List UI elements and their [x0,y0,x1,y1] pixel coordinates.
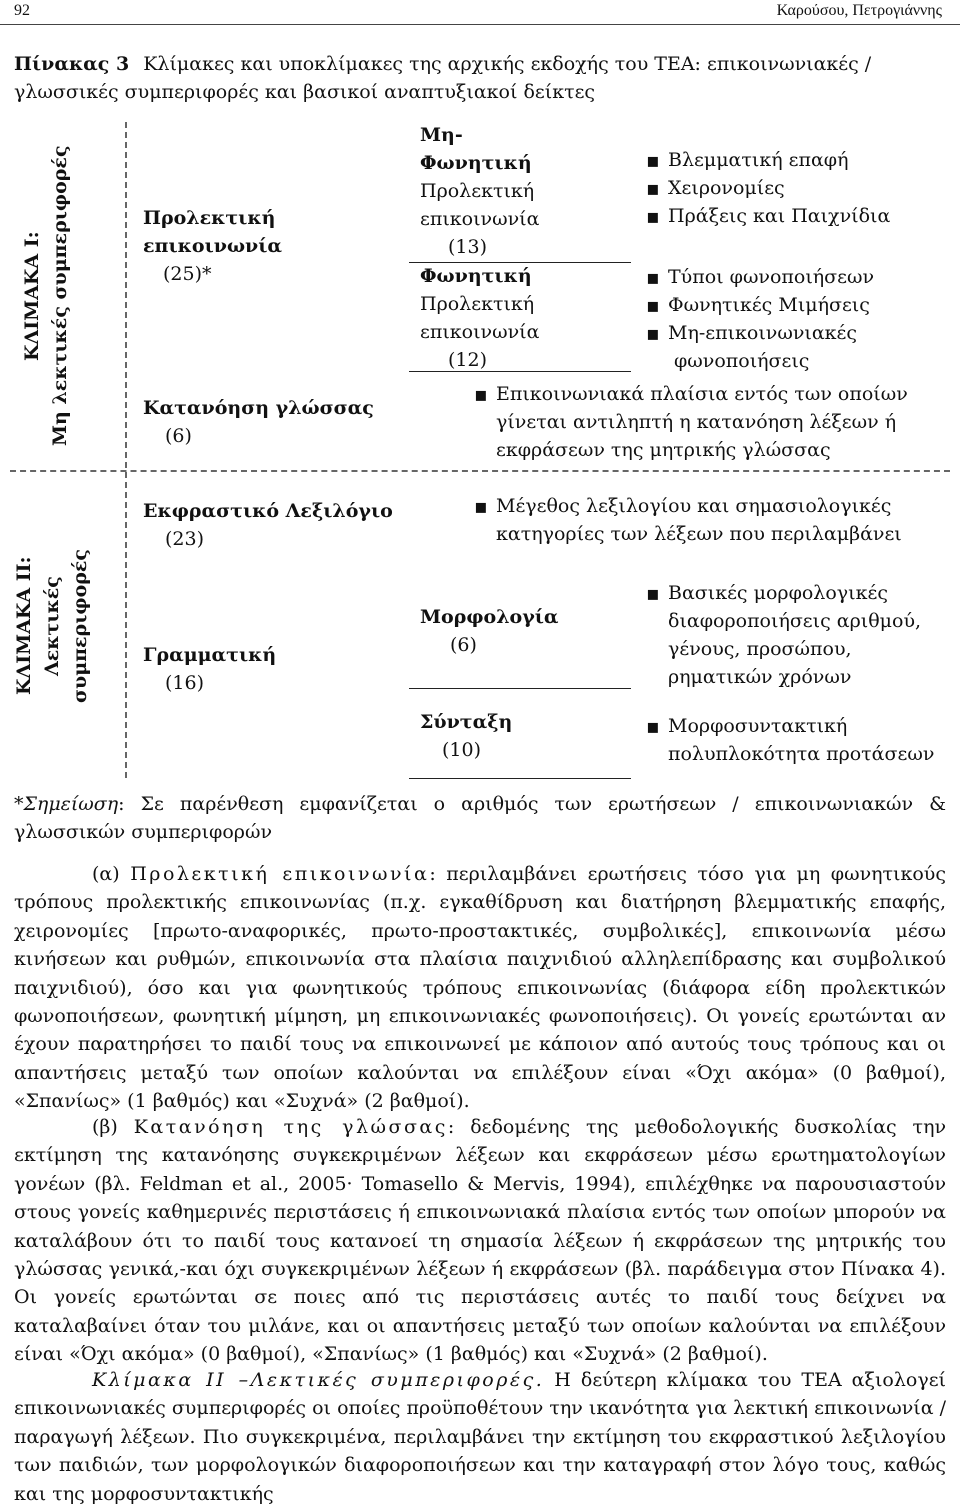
indicators-vocal-cont: φωνοποιήσεις [674,350,810,372]
paragraph-c-term: Κλίμακα ΙΙ –Λεκτικές συμπεριφορές. [92,1369,545,1391]
scale-2-title: ΚΛΙΜΑΚΑ ΙΙ: [13,556,35,696]
table-caption [14,50,944,106]
paragraph-c-text: Η δεύτερη κλίμακα του ΤΕΑ αξιολογεί επικοινωνιακές συμπεριφορές οι οποίες προϋποθέτουν την ικανότητα για λεκτική επικοινωνία / παραγωγή λέξεων. Πιο συγκεκριμένα, περιλαμβάνει την εκτίμηση του εκφραστικού λεξιλογίου των παιδιών, των μορφολογικών διαφοροποιήσεων και την καταγραφή στον λόγο τους, καθώς και της μορφοσυντακτικής [14,1369,946,1505]
subscale-vocabulary-count: (23) [165,528,205,550]
paragraph-a [14,860,946,1116]
subscale-grammar-name: Γραμματική [143,644,277,666]
ind4a-l3: γένους, προσώπου, [668,638,852,660]
subsub-nonvocal [420,121,539,261]
authors: Καρούσου, Πετρογιάννης [776,2,942,19]
list-item: ▪ Βλεμματική επαφή [646,146,890,174]
list-item: ▪ Χειρονομίες [646,174,890,202]
indicators-comprehension [474,380,908,464]
note-label: *Σημείωση [14,793,119,815]
ind2-l1: Επικοινωνιακά πλαίσια εντός των οποίων [496,383,908,405]
subscale-comprehension-name: Κατανόηση γλώσσας [143,397,374,419]
list-item [474,492,902,548]
table-bottom-rule [409,778,631,779]
subsub-nonvocal-count: (13) [448,236,488,258]
ind4a-l2: διαφοροποιήσεις αριθμού, [668,610,922,632]
subsub-vocal-l3: επικοινωνία [420,321,540,343]
ind2-l2: γίνεται αντιληπτή η κατανόηση λέξεων ή [496,411,897,433]
table-caption-text: Κλίμακες και υποκλίμακες της αρχικής εκδοχής του ΤΕΑ: επικοινωνιακές / γλωσσικές συμπεριφορές και βασικοί αναπτυξιακοί δείκτες [14,53,872,103]
ind2-l3: εκφράσεων της μητρικής γλώσσας [496,439,831,461]
paragraph-b-term: Κατανόηση της γλώσσας [133,1116,448,1138]
ind4b-l2: πολυπλοκότητα προτάσεων [668,743,935,765]
subsub-syntax-name: Σύνταξη [420,711,513,733]
paragraph-a-label: (α) [92,863,131,885]
subscale-vocabulary-name: Εκφραστικό Λεξιλόγιο [143,500,393,522]
list-item: ▪ Μη-επικοινωνιακές [646,319,874,347]
scale-2-subtitle-1: Λεκτικές [41,576,63,676]
indicators-vocabulary [474,492,902,548]
scale-1-title: ΚΛΙΜΑΚΑ Ι: [21,231,43,361]
sub4-divider [409,688,631,689]
subscale-vocabulary [143,497,393,553]
indicators-vocal [646,263,874,347]
list-item: ▪ Πράξεις και Παιχνίδια [646,202,890,230]
subscale-prelinguistic-name-1: Προλεκτική [143,207,276,229]
subsub-vocal-count: (12) [448,349,488,371]
scale-row-divider [10,470,950,472]
paragraph-b [14,1113,946,1369]
subsub-syntax [420,708,512,764]
indicators-morphology [646,579,921,691]
subsub-nonvocal-l3: Προλεκτική [420,180,535,202]
subsub-morphology-name: Μορφολογία [420,606,559,628]
subscale-grammar-count: (16) [165,672,205,694]
indicators-nonvocal [646,146,890,230]
subscale-comprehension-count: (6) [165,425,192,447]
table-label: Πίνακας 3 [14,53,130,75]
subsub-nonvocal-l1: Μη- [420,124,463,146]
subsub-vocal [420,262,539,374]
ind3-l1: Μέγεθος λεξιλογίου και σημασιολογικές [496,495,892,517]
paragraph-b-label: (β) [92,1116,134,1138]
ind4b-l1: Μορφοσυντακτική [668,715,848,737]
subscale-comprehension [143,394,374,450]
subscale-prelinguistic-count: (25)* [163,263,212,285]
scale-2-subtitle-2: συμπεριφορές [69,549,91,704]
subsub-nonvocal-l4: επικοινωνία [420,208,540,230]
page-number: 92 [14,2,30,19]
table-note [14,790,946,847]
list-item [646,579,921,691]
note-text: : Σε παρένθεση εμφανίζεται ο αριθμός των ερωτήσεων / επικοινωνιακών & γλωσσικών συμπεριφορών [14,793,946,844]
subsub-vocal-l2: Προλεκτική [420,293,535,315]
subsub-vocal-l1: Φωνητική [420,265,532,287]
scale-1-label [18,128,82,464]
indicators-syntax [646,712,934,768]
list-item: ▪ Φωνητικές Μιμήσεις [646,291,874,319]
paragraph-a-text: : περιλαμβάνει ερωτήσεις τόσο για μη φωνητικούς τρόπους προλεκτικής επικοινωνίας (π.χ. εγκαθίδρυση και διατήρηση βλεμματικής επαφής, χειρονομίες [πρωτο-αναφορικές, πρωτο-προστακτικές, συμβολικές], επικοινωνία μέσω κινήσεων και ρυθμών, επικοινωνία στα πλαίσια παιχνιδιού αλληλεπίδρασης και συμβολικού παιχνιδιού), όσο και για φωνητικούς τρόπους επικοινωνίας (διάφορα είδη προλεκτικών φωνοποιήσεων, φωνητική μίμηση, μη επικοινωνιακές φωνοποιήσεις). Οι γονείς ερωτώνται αν έχουν παρατηρήσει το παιδί τους να επικοινωνεί με κάποιον από αυτούς τους τρόπους και οι απαντήσεις μεταξύ των οποίων καλούνται να επιλέξουν είναι «Όχι ακόμα» (0 βαθμοί), «Σπανίως» (1 βαθμός) και «Συχνά» (2 βαθμοί). [14,863,946,1113]
subsub-morphology-count: (6) [450,634,477,656]
subscale-grammar [143,641,276,697]
paragraph-b-text: : δεδομένης της μεθοδολογικής δυσκολίας την εκτίμηση της κατανόησης συγκεκριμένων λέξεων και εκφράσεων μέσω ερωτηματολογίων γονέων (βλ. Feldman et al., 2005· Tomasello & Mervis, 1994), επιλέχθηκε να παρουσιαστούν στους γονείς καθημερινές περιστάσεις ή επικοινωνιακά πλαίσια εντός των οποίων μπορούν να καταλάβουν ότι το παιδί τους κατανοεί τη σημασία λέξεων ή εκφράσεων της μητρικής του γλώσσας γενικά,-και όχι συγκεκριμένων λέξεων ή εκφράσεων (βλ. παράδειγμα στον Πίνακα 4). Οι γονείς ερωτώνται σε ποιες από τις περιστάσεις αυτές το παιδί τους δείχνει να καταλαβαίνει όταν του μιλάνε, και οι απαντήσεις μεταξύ των οποίων καλούνται να επιλέξουν είναι «Όχι ακόμα» (0 βαθμοί), «Σπανίως» (1 βαθμός) και «Συχνά» (2 βαθμοί). [14,1116,946,1366]
ind4a-l1: Βασικές μορφολογικές [668,582,888,604]
paragraph-a-term: Προλεκτική επικοινωνία [130,863,430,885]
paragraph-c [14,1366,946,1508]
running-header [0,0,960,25]
list-item: ▪ Τύποι φωνοποιήσεων [646,263,874,291]
subscale-prelinguistic-name-2: επικοινωνία [143,235,283,257]
subscale-prelinguistic [143,204,282,288]
scale-2-label [10,476,102,776]
subsub-morphology [420,603,559,659]
subsub-nonvocal-l2: Φωνητική [420,152,532,174]
subsub-syntax-count: (10) [442,739,482,761]
scale-column-divider [125,122,127,778]
list-item [474,380,908,464]
list-item [646,712,934,768]
ind4a-l4: ρηματικών χρόνων [668,666,852,688]
scale-1-subtitle: Μη λεκτικές συμπεριφορές [49,145,71,447]
ind3-l2: κατηγορίες των λέξεων που περιλαμβάνει [496,523,902,545]
